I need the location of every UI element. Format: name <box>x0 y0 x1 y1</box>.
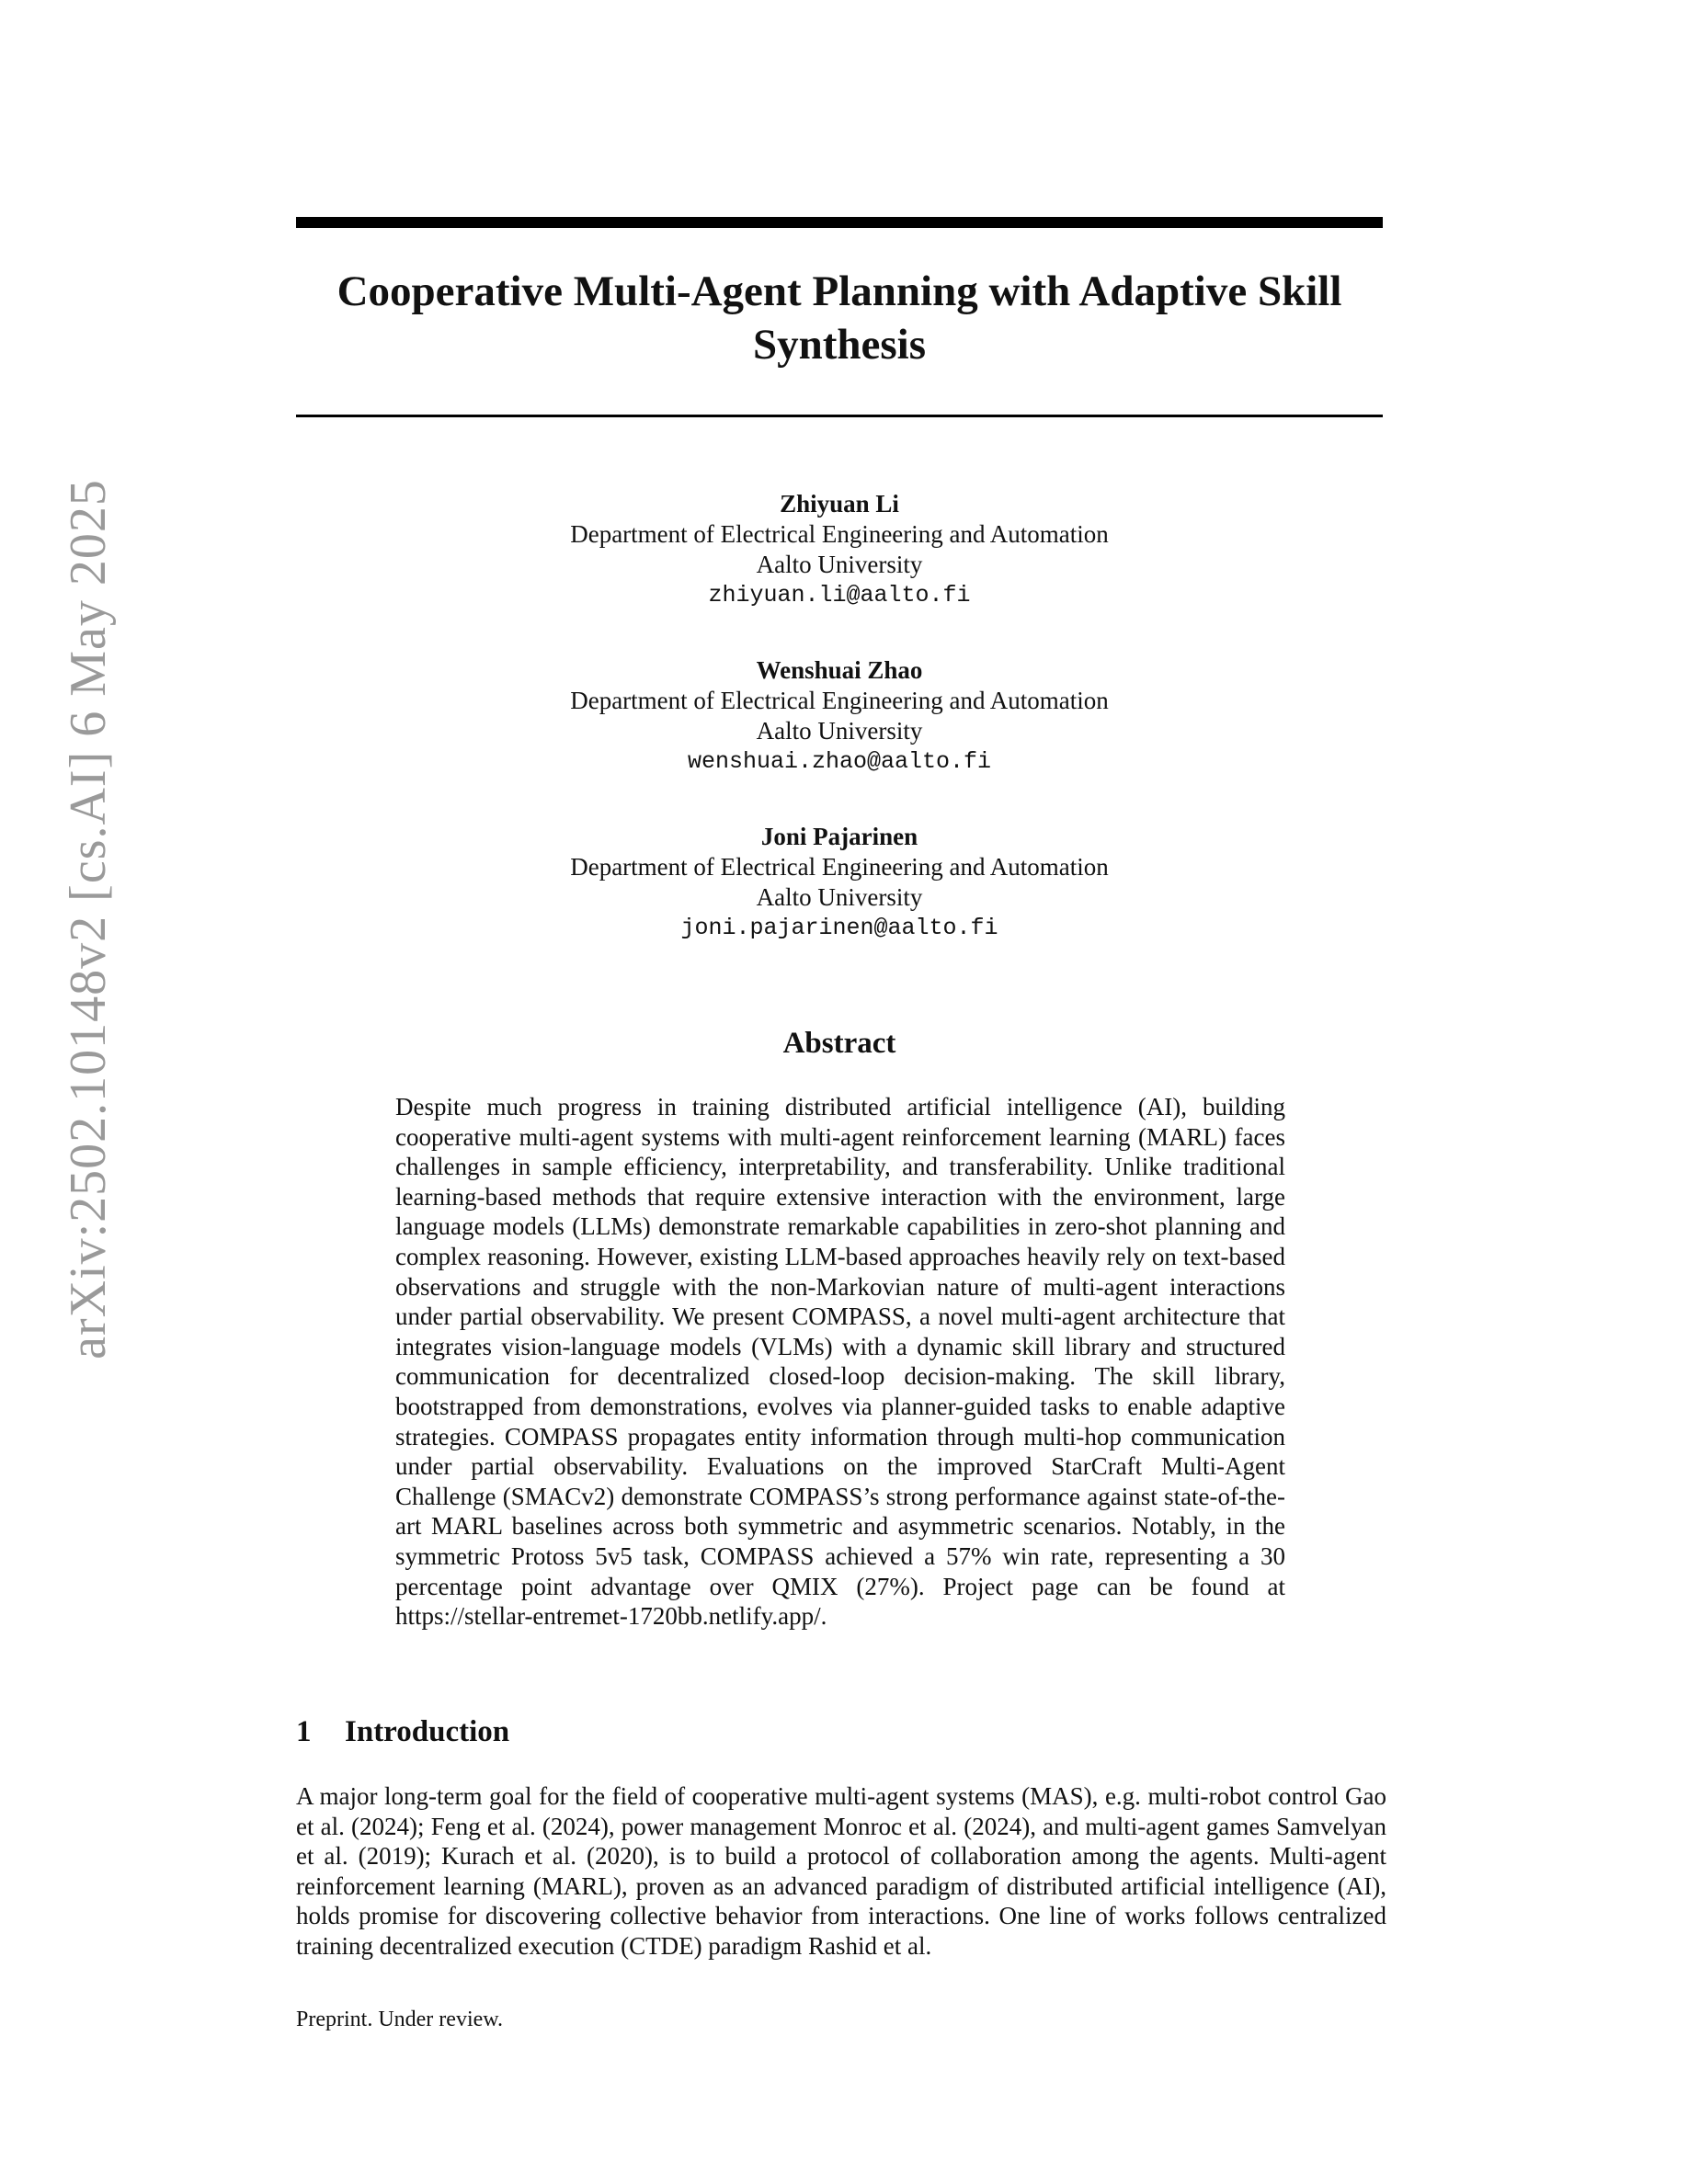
author-email: joni.pajarinen@aalto.fi <box>680 915 998 941</box>
author-block <box>296 489 1383 610</box>
arxiv-identifier-stamp: arXiv:2502.10148v2 [cs.AI] 6 May 2025 <box>60 479 117 1359</box>
section-title: Introduction <box>345 1715 510 1748</box>
author-block <box>296 822 1383 943</box>
author-name: Wenshuai Zhao <box>756 656 923 684</box>
author-department: Department of Electrical Engineering and Automation <box>570 520 1109 548</box>
title-top-rule <box>296 217 1383 228</box>
title-bottom-rule <box>296 415 1383 417</box>
section-heading <box>296 1713 509 1750</box>
author-block <box>296 655 1383 777</box>
paper-title: Cooperative Multi-Agent Planning with Adaptive Skill Synthesis <box>336 267 1342 369</box>
author-email: zhiyuan.li@aalto.fi <box>708 582 971 609</box>
author-university: Aalto University <box>756 717 923 745</box>
abstract-text: Despite much progress in training distributed artificial intelligence (AI), building cooperative multi-agent systems with multi-agent reinforcement learning (MARL) faces challenges in sample efficiency, interpretability, and transferability. Unlike traditional learning-based methods that require extensive interaction with the environment, large language models (LLMs) demonstrate remarkable capabilities in zero-shot planning and complex reasoning. However, existing LLM-based approaches heavily rely on text-based observations and struggle with the non-Markovian nature of multi-agent interactions under partial observability. We present COMPASS, a novel multi-agent architecture that integrates vision-language models (VLMs) with a dynamic skill library and structured communication for decentralized closed-loop decision-making. The skill library, bootstrapped from demonstrations, evolves via planner-guided tasks to enable adaptive strategies. COMPASS propagates entity information through multi-hop communication under partial observability. Evaluations on the improved StarCraft Multi-Agent Challenge (SMACv2) demonstrate COMPASS’s strong performance against state-of-the-art MARL baselines across both symmetric and asymmetric scenarios. Notably, in the symmetric Protoss 5v5 task, COMPASS achieved a 57% win rate, representing a 30 percentage point advantage over QMIX (27%). Project page can be found at https://stellar-entremet-1720bb.netlify.app/. <box>395 1093 1285 1631</box>
author-email: wenshuai.zhao@aalto.fi <box>687 748 992 775</box>
author-name: Joni Pajarinen <box>760 823 918 850</box>
author-department: Department of Electrical Engineering and Automation <box>570 853 1109 881</box>
introduction-text: A major long-term goal for the field of cooperative multi-agent systems (MAS), e.g. multi-robot control Gao et al. (2024); Feng et al. (2024), power management Monroc et al. (2024), and multi-agent games Samvelyan et al. (2019); Kurach et al. (2020), is to build a protocol of collaboration among the agents. Multi-agent reinforcement learning (MARL), proven as an advanced paradigm of distributed artificial intelligence (AI), holds promise for discovering collective behavior from interactions. One line of works follows centralized training decentralized execution (CTDE) paradigm Rashid et al. <box>296 1782 1386 1960</box>
preprint-footnote: Preprint. Under review. <box>296 2008 504 2031</box>
abstract-heading: Abstract <box>782 1027 896 1060</box>
author-department: Department of Electrical Engineering and Automation <box>570 687 1109 714</box>
author-university: Aalto University <box>756 883 923 911</box>
author-name: Zhiyuan Li <box>780 490 899 518</box>
author-university: Aalto University <box>756 551 923 578</box>
section-number: 1 <box>296 1715 312 1748</box>
